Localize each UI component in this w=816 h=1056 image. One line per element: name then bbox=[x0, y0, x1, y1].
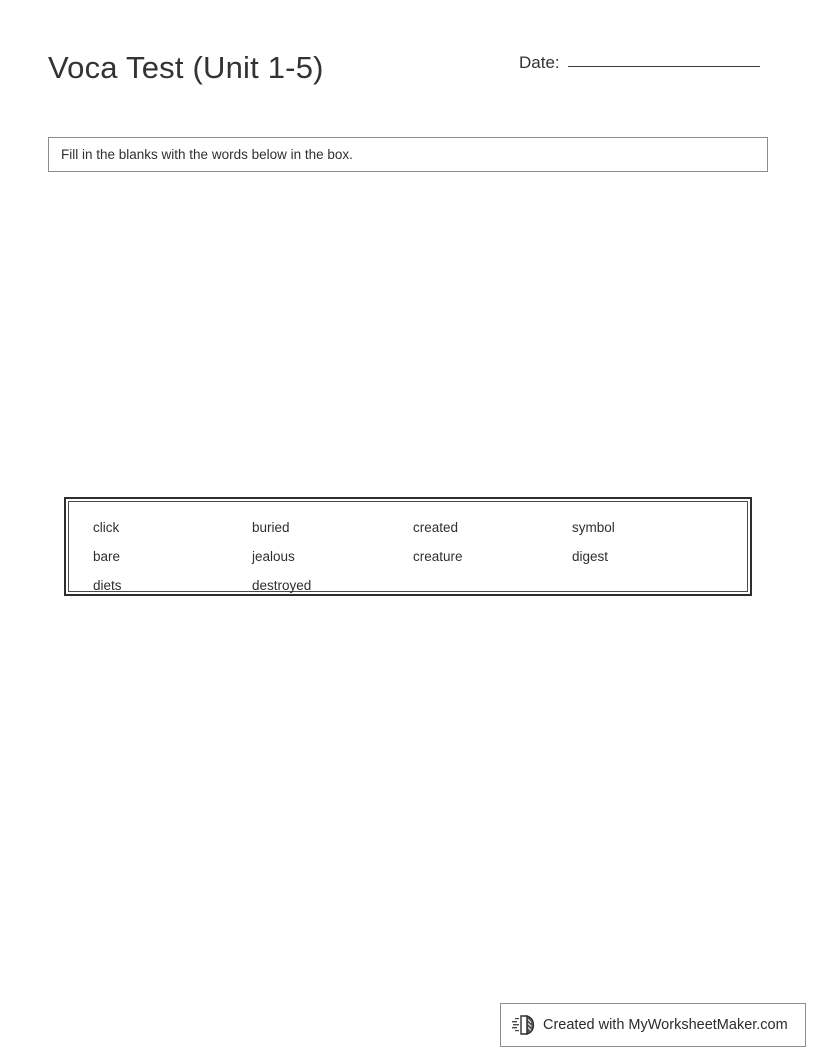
worksheet-maker-logo-icon bbox=[512, 1014, 536, 1036]
date-label: Date: bbox=[519, 53, 560, 72]
word-bank-item bbox=[413, 571, 572, 600]
word-bank-item[interactable]: click bbox=[93, 520, 120, 535]
word-bank-item[interactable]: created bbox=[413, 520, 459, 535]
word-bank-item[interactable]: buried bbox=[252, 520, 290, 535]
page-title: Voca Test (Unit 1-5) bbox=[48, 50, 324, 85]
word-bank-item[interactable]: digest bbox=[572, 549, 609, 564]
word-bank-item bbox=[572, 571, 747, 600]
footer-badge bbox=[500, 1003, 806, 1047]
word-bank-item[interactable]: creature bbox=[413, 549, 463, 564]
footer-text: Created with MyWorksheetMaker.com bbox=[543, 1017, 788, 1033]
word-bank-item[interactable]: bare bbox=[93, 549, 121, 564]
word-bank bbox=[64, 497, 752, 596]
word-bank-item[interactable]: jealous bbox=[252, 549, 295, 564]
date-field bbox=[519, 52, 760, 74]
instruction-box bbox=[48, 137, 768, 172]
word-bank-item[interactable]: destroyed bbox=[252, 578, 312, 593]
word-bank-grid bbox=[69, 502, 747, 591]
date-write-line[interactable] bbox=[568, 66, 760, 67]
instruction-text: Fill in the blanks with the words below in the box. bbox=[61, 146, 353, 162]
word-bank-item[interactable]: diets bbox=[93, 578, 122, 593]
word-bank-inner-border bbox=[68, 501, 748, 592]
word-bank-item[interactable]: symbol bbox=[572, 520, 615, 535]
